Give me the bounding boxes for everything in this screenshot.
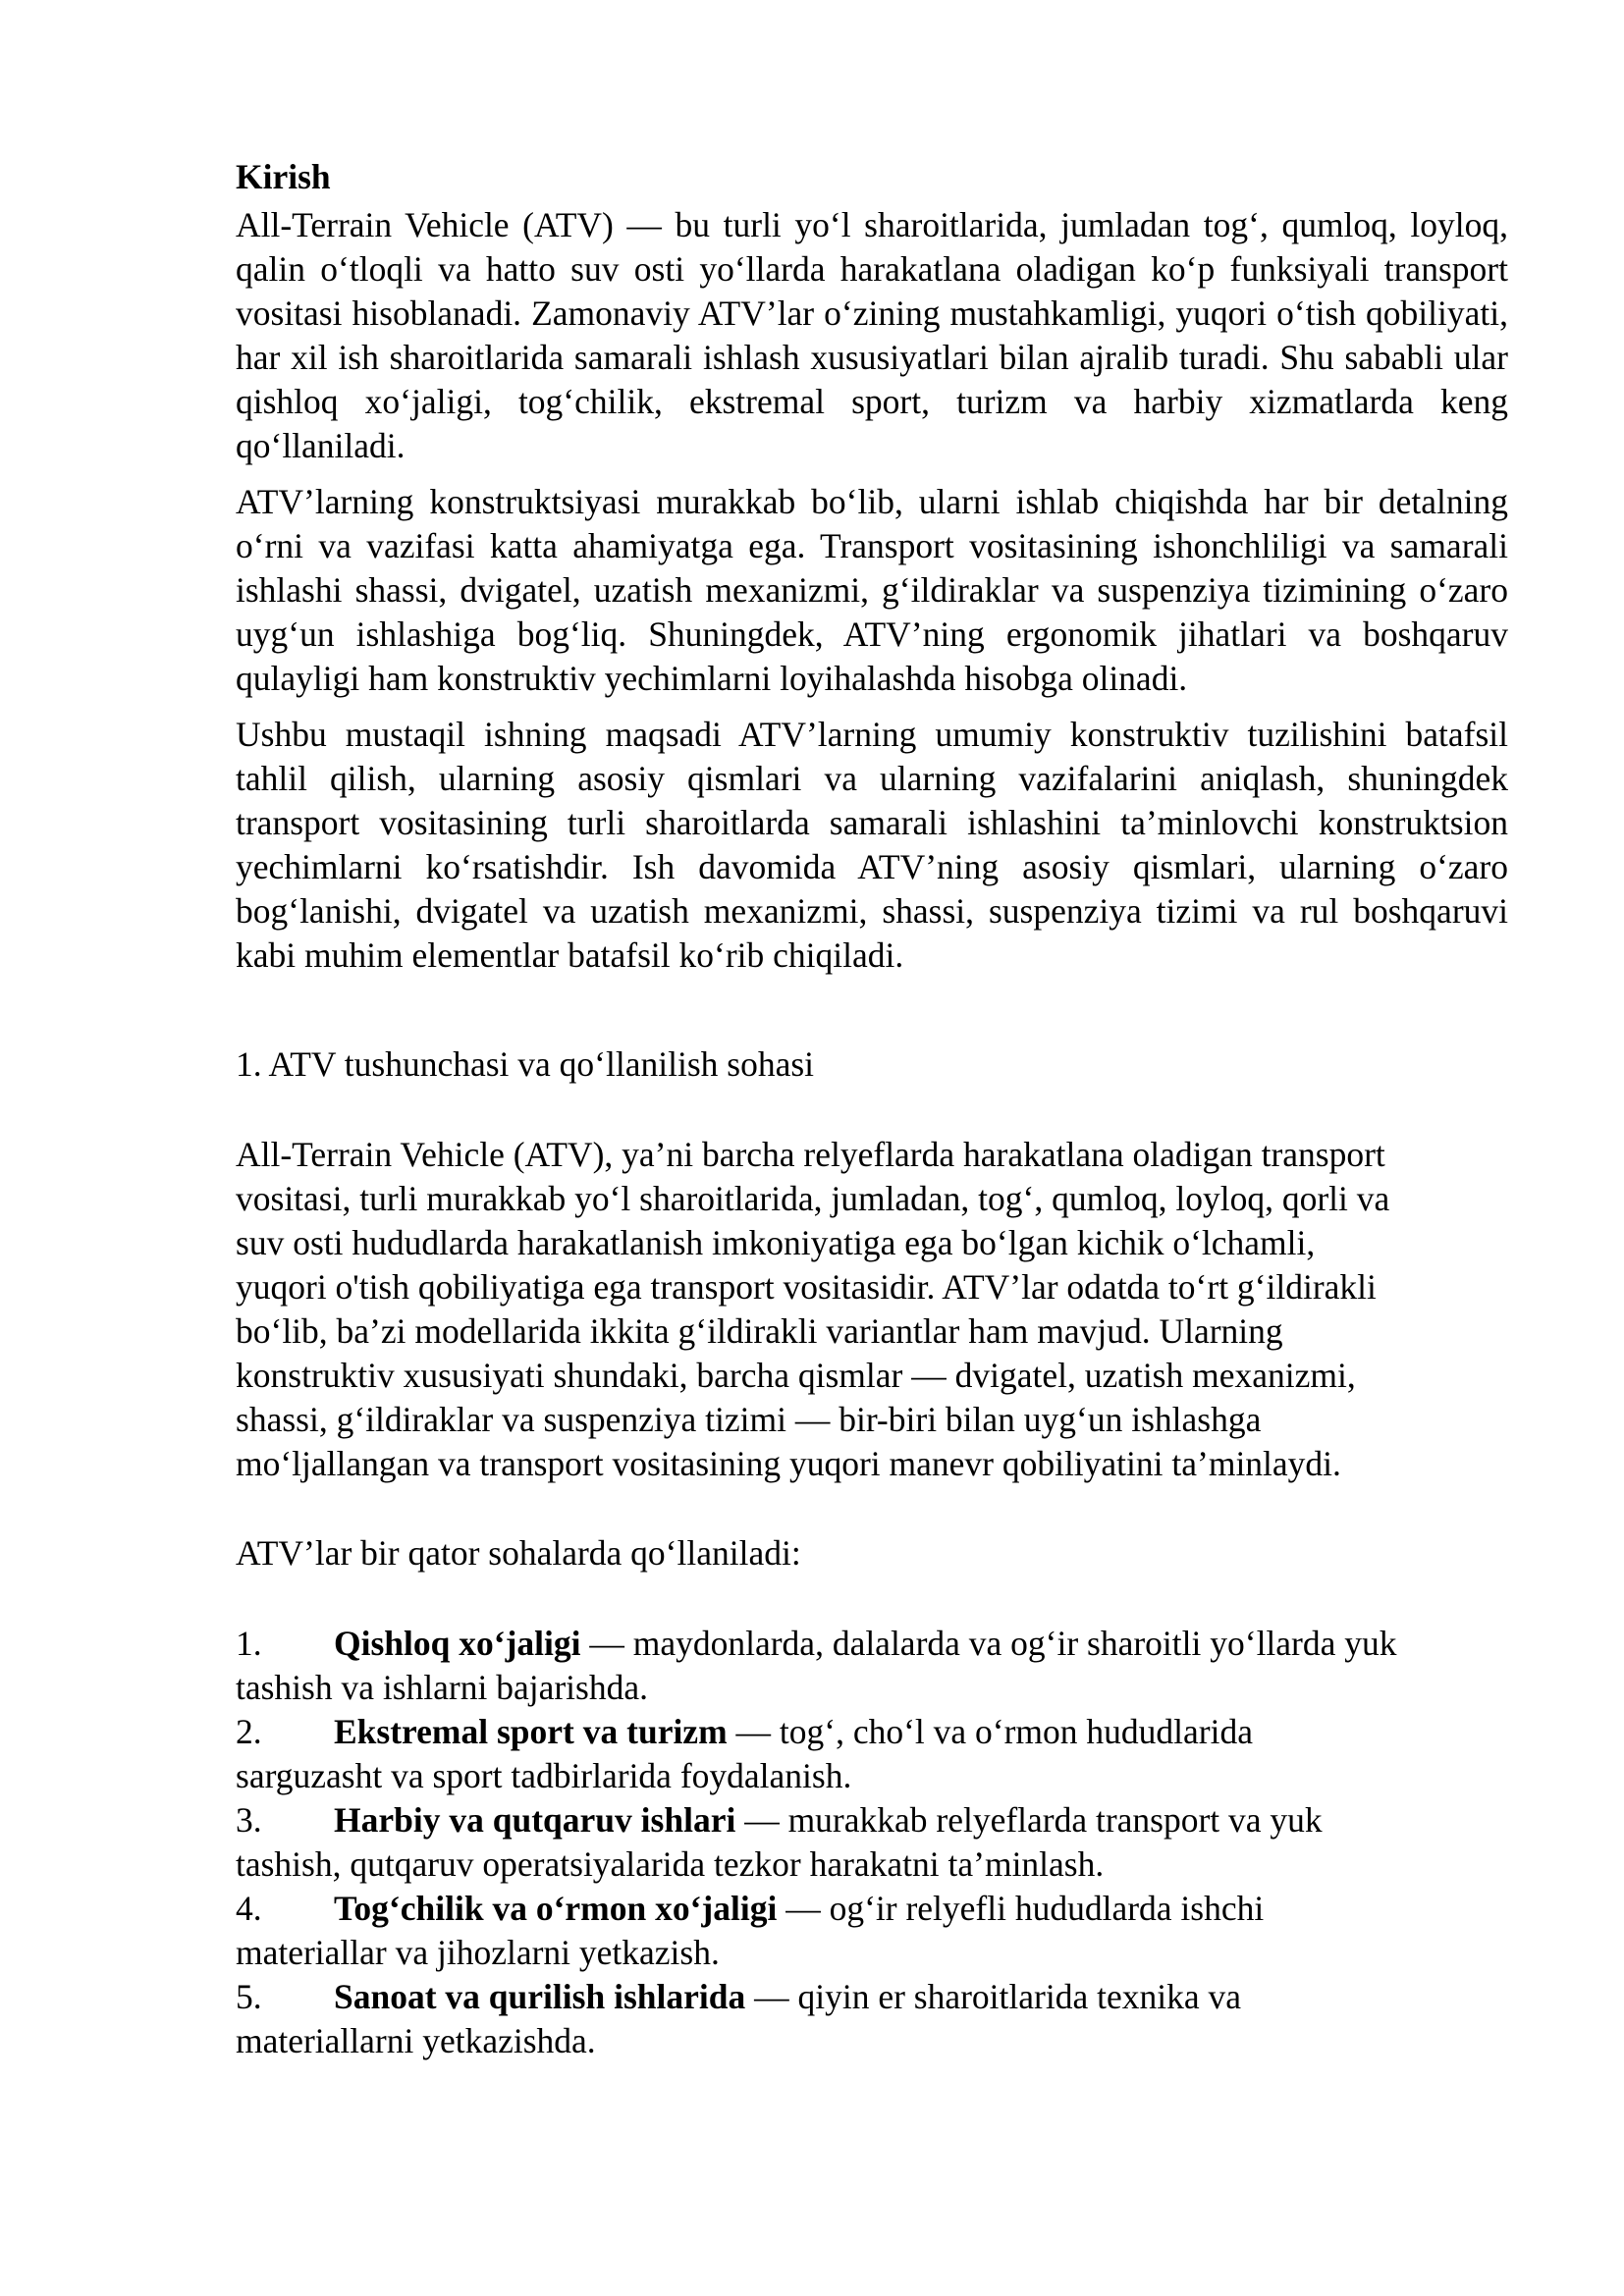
section-body-line: shassi, g‘ildiraklar va suspenziya tizimi — bir-biri bilan uyg‘un ishlashga (236, 1400, 1262, 1439)
section-body-line: All-Terrain Vehicle (ATV), ya’ni barcha relyeflarda harakatlana oladigan transport (236, 1135, 1385, 1174)
list-item-continuation: materiallar va jihozlarni yetkazish. (236, 1933, 720, 1972)
section-body-line: konstruktiv xususiyati shundaki, barcha qismlar — dvigatel, uzatish mexanizmi, (236, 1356, 1356, 1395)
list-item-term: Ekstremal sport va turizm (334, 1712, 728, 1751)
section-body-line: mo‘ljallangan va transport vositasining yuqori manevr qobiliyatini ta’minlaydi. (236, 1444, 1341, 1483)
document-page (236, 155, 1508, 2063)
list-item-number: 5. (236, 1977, 262, 2016)
list-item-text: — maydonlarda, dalalarda va og‘ir sharoitli yo‘llarda yuk (580, 1624, 1397, 1663)
intro-paragraph-3: Ushbu mustaqil ishning maqsadi ATV’larning umumiy konstruktiv tuzilishini batafsil tahlil qilish, ularning asosiy qismlari va ularning vazifalarini aniqlash, shuningdek transport vositasining turli sharoitlarda samarali ishlashini ta’minlovchi konstruktsion yechimlarni ko‘rsatishdir. Ish davomida ATV’ning asosiy qismlari, ularning o‘zaro bog‘lanishi, dvigatel va uzatish mexanizmi, shassi, suspenziya tizimi va rul boshqaruvi kabi muhim elementlar batafsil ko‘rib chiqiladi. (236, 715, 1508, 975)
section-body-line: vositasi, turli murakkab yo‘l sharoitlarida, jumladan, tog‘, qumloq, loyloq, qorli va (236, 1179, 1390, 1218)
list-item (236, 1887, 1508, 1975)
list-item-text: — murakkab relyeflarda transport va yuk (735, 1800, 1323, 1840)
list-item (236, 1975, 1508, 2063)
list-item-number: 2. (236, 1712, 262, 1751)
list-item-number: 3. (236, 1800, 262, 1840)
section-body-line: suv osti hududlarda harakatlanish imkoniyatiga ega bo‘lgan kichik o‘lchamli, (236, 1223, 1316, 1262)
list-item-term: Qishloq xo‘jaligi (334, 1624, 581, 1663)
intro-heading: Kirish (236, 157, 331, 196)
list-item-number: 1. (236, 1624, 262, 1663)
list-item-text: — og‘ir relyefli hududlarda ishchi (777, 1889, 1265, 1928)
intro-paragraph-1: All-Terrain Vehicle (ATV) — bu turli yo‘l sharoitlarida, jumladan tog‘, qumloq, loyloq, qalin o‘tloqli va hatto suv osti yo‘llarda harakatlana oladigan ko‘p funksiyali transport vositasi hisoblanadi. Zamonaviy ATV’lar o‘zining mustahkamligi, yuqori o‘tish qobiliyati, har xil ish sharoitlarida samarali ishlash xususiyatlari bilan ajralib turadi. Shu sababli ular qishloq xo‘jaligi, tog‘chilik, ekstremal sport, turizm va harbiy xizmatlarda keng qo‘llaniladi. (236, 205, 1508, 465)
list-item-text: — qiyin er sharoitlarida texnika va (745, 1977, 1241, 2016)
section-title: 1. ATV tushunchasi va qo‘llanilish sohasi (236, 1044, 815, 1084)
list-item (236, 1798, 1508, 1887)
list-item (236, 1710, 1508, 1798)
list-item-number: 4. (236, 1889, 262, 1928)
section-body-line: yuqori o'tish qobiliyatiga ega transport vositasidir. ATV’lar odatda to‘rt g‘ildirakli (236, 1267, 1377, 1307)
list-item-term: Tog‘chilik va o‘rmon xo‘jaligi (334, 1889, 778, 1928)
list-item-continuation: tashish, qutqaruv operatsiyalarida tezkor harakatni ta’minlash. (236, 1844, 1105, 1884)
list-item-continuation: sarguzasht va sport tadbirlarida foydalanish. (236, 1756, 852, 1795)
applications-list (236, 1622, 1508, 2063)
intro-paragraph-2: ATV’larning konstruktsiyasi murakkab bo‘lib, ularni ishlab chiqishda har bir detalning o‘rni va vazifasi katta ahamiyatga ega. Transport vositasining ishonchliligi va samarali ishlashi shassi, dvigatel, uzatish mexanizmi, g‘ildiraklar va suspenziya tizimining o‘zaro uyg‘un ishlashiga bog‘liq. Shuningdek, ATV’ning ergonomik jihatlari va boshqaruv qulayligi ham konstruktiv yechimlarni loyihalashda hisobga olinadi. (236, 482, 1508, 698)
list-item-continuation: tashish va ishlarni bajarishda. (236, 1668, 648, 1707)
list-item-term: Sanoat va qurilish ishlarida (334, 1977, 746, 2016)
list-intro: ATV’lar bir qator sohalarda qo‘llaniladi: (236, 1533, 801, 1573)
list-item-continuation: materiallarni yetkazishda. (236, 2021, 596, 2060)
section-body (236, 1133, 1508, 1486)
list-item (236, 1622, 1508, 1710)
list-item-text: — tog‘, cho‘l va o‘rmon hududlarida (727, 1712, 1253, 1751)
list-item-term: Harbiy va qutqaruv ishlari (334, 1800, 736, 1840)
section-body-line: bo‘lib, ba’zi modellarida ikkita g‘ildirakli variantlar ham mavjud. Ularning (236, 1311, 1283, 1351)
